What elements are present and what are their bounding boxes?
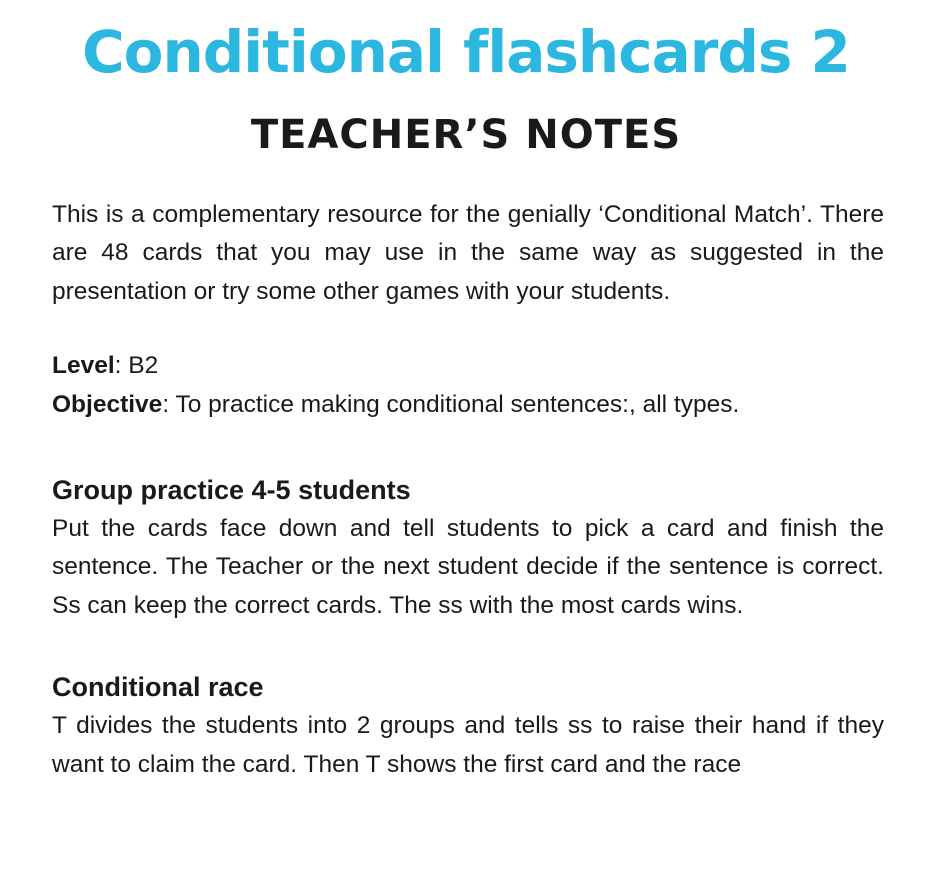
document-subtitle: TEACHER’S NOTES — [250, 112, 682, 158]
spacer — [52, 311, 884, 349]
spacer — [52, 424, 884, 470]
level-line — [52, 347, 884, 385]
section-body-group-practice: Put the cards face down and tell students to pick a card and finish the sentence. The Teacher or the next student decide if the sentence is correct. Ss can keep the correct cards. The ss with the most cards wins. — [52, 515, 884, 619]
section-body-conditional-race: T divides the students into 2 groups and tells ss to raise their hand if they want to claim the card. Then T shows the first card and the race — [52, 712, 884, 778]
document-title: Conditional flashcards 2 — [82, 18, 850, 86]
objective-line — [52, 386, 884, 424]
section-heading-group-practice: Group practice 4-5 students — [52, 475, 411, 506]
level-label: Level — [52, 352, 115, 380]
level-value: : B2 — [114, 352, 159, 380]
objective-label: Objective — [52, 390, 163, 418]
intro-paragraph: This is a complementary resource for the genially ‘Conditional Match’. There are 48 cards that you may use in the same way as suggested in the presentation or try some other games with your students. — [52, 201, 884, 305]
spacer — [52, 625, 884, 667]
document-body — [52, 196, 884, 784]
section-heading-conditional-race: Conditional race — [52, 672, 264, 703]
objective-value: : To practice making conditional sentences:, all types. — [162, 390, 740, 418]
